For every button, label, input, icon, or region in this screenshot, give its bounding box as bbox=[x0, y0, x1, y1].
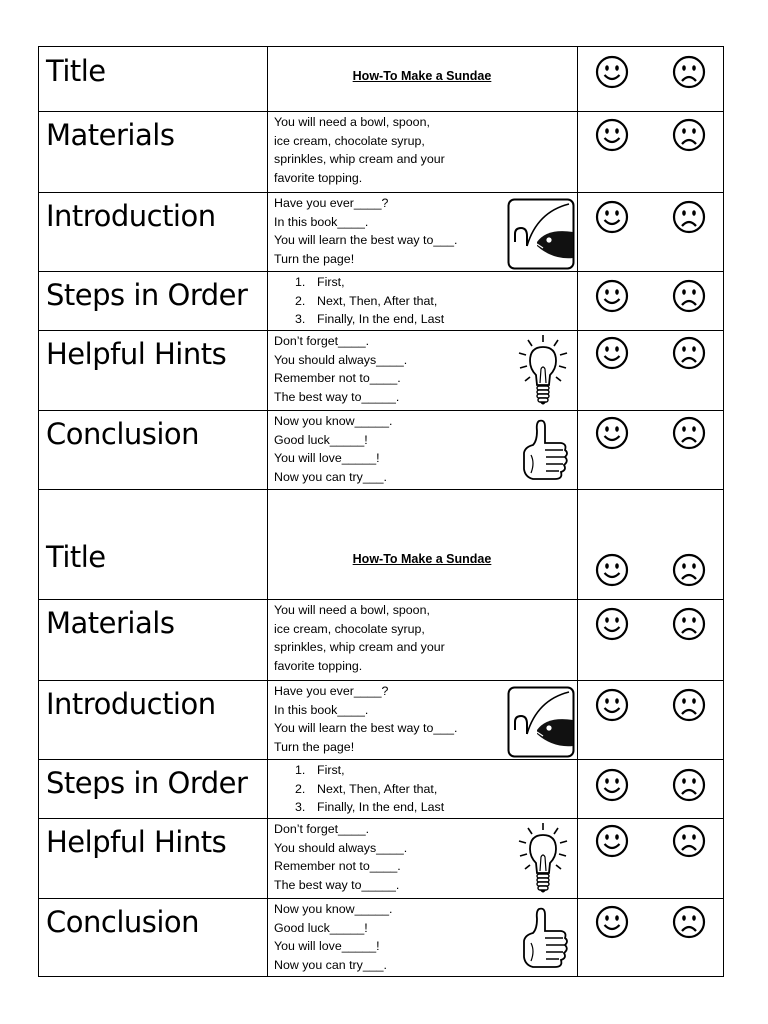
introduction-text bbox=[274, 194, 457, 269]
list-item bbox=[295, 780, 444, 799]
light-bulb-icon bbox=[515, 821, 571, 897]
text-line: You will need a bowl, spoon, bbox=[274, 115, 430, 129]
text-line: Remember not to____. bbox=[274, 859, 401, 874]
row-title bbox=[39, 47, 723, 112]
text-line: ice cream, chocolate syrup, bbox=[274, 621, 425, 636]
text-line: You will love_____! bbox=[274, 451, 380, 466]
text-line: Now you can try___. bbox=[274, 958, 387, 973]
step-text: First, bbox=[317, 763, 345, 777]
row-helpful-hints bbox=[39, 819, 723, 899]
step-number: 2. bbox=[295, 293, 306, 308]
text-line: Now you know_____. bbox=[274, 902, 393, 916]
step-text: Finally, In the end, Last bbox=[317, 312, 445, 327]
frowning-face-icon[interactable] bbox=[672, 607, 706, 641]
steps-list bbox=[295, 273, 444, 329]
fishing-hook-icon bbox=[507, 686, 575, 758]
row-introduction bbox=[39, 193, 723, 272]
text-line: You will learn the best way to___. bbox=[274, 233, 458, 248]
row-materials bbox=[39, 600, 723, 681]
worksheet-title: How-To Make a Sundae bbox=[352, 69, 492, 83]
text-line: In this book____. bbox=[274, 702, 369, 717]
text-line: Now you know_____. bbox=[274, 414, 393, 428]
step-text: Next, Then, After that, bbox=[317, 293, 438, 308]
row-steps-in-order bbox=[39, 272, 723, 331]
frowning-face-icon[interactable] bbox=[672, 279, 706, 313]
column-divider bbox=[267, 47, 268, 976]
row-label: Title bbox=[46, 54, 106, 88]
smiley-face-icon[interactable] bbox=[595, 200, 629, 234]
text-line: Turn the page! bbox=[274, 252, 355, 267]
text-line: You will need a bowl, spoon, bbox=[274, 603, 430, 617]
text-line: Good luck_____! bbox=[274, 432, 368, 447]
list-item bbox=[295, 273, 444, 292]
row-label: Helpful Hints bbox=[46, 825, 227, 859]
smiley-face-icon[interactable] bbox=[595, 824, 629, 858]
text-line: Have you ever____? bbox=[274, 684, 389, 698]
step-text: Next, Then, After that, bbox=[317, 781, 438, 796]
row-label: Steps in Order bbox=[46, 766, 248, 800]
text-line: The best way to_____. bbox=[274, 878, 400, 893]
list-item bbox=[295, 761, 444, 780]
text-line: The best way to_____. bbox=[274, 390, 400, 405]
step-text: First, bbox=[317, 275, 345, 289]
text-line: favorite topping. bbox=[274, 171, 363, 186]
smiley-face-icon[interactable] bbox=[595, 905, 629, 939]
text-line: Remember not to____. bbox=[274, 371, 401, 386]
row-label: Title bbox=[46, 540, 106, 574]
smiley-face-icon[interactable] bbox=[595, 553, 629, 587]
steps-list bbox=[295, 761, 444, 817]
text-line: Good luck_____! bbox=[274, 920, 368, 935]
row-label: Conclusion bbox=[46, 905, 200, 939]
smiley-face-icon[interactable] bbox=[595, 336, 629, 370]
text-line: sprinkles, whip cream and your bbox=[274, 640, 445, 655]
text-line: favorite topping. bbox=[274, 659, 363, 674]
frowning-face-icon[interactable] bbox=[672, 768, 706, 802]
text-line: In this book____. bbox=[274, 214, 369, 229]
hints-text bbox=[274, 820, 407, 895]
materials-text bbox=[274, 113, 445, 188]
list-item bbox=[295, 292, 444, 311]
text-line: You should always____. bbox=[274, 840, 408, 855]
thumbs-up-icon bbox=[519, 905, 571, 975]
row-label: Materials bbox=[46, 118, 175, 152]
row-materials bbox=[39, 112, 723, 193]
text-line: Now you can try___. bbox=[274, 470, 387, 485]
smiley-face-icon[interactable] bbox=[595, 279, 629, 313]
frowning-face-icon[interactable] bbox=[672, 688, 706, 722]
text-line: Don’t forget____. bbox=[274, 822, 370, 836]
row-label: Introduction bbox=[46, 687, 216, 721]
frowning-face-icon[interactable] bbox=[672, 416, 706, 450]
worksheet-table bbox=[38, 46, 724, 977]
row-title bbox=[39, 490, 723, 600]
row-label: Steps in Order bbox=[46, 278, 248, 312]
smiley-face-icon[interactable] bbox=[595, 55, 629, 89]
frowning-face-icon[interactable] bbox=[672, 55, 706, 89]
step-number: 3. bbox=[295, 312, 306, 327]
smiley-face-icon[interactable] bbox=[595, 416, 629, 450]
smiley-face-icon[interactable] bbox=[595, 118, 629, 152]
text-line: Turn the page! bbox=[274, 740, 355, 755]
frowning-face-icon[interactable] bbox=[672, 200, 706, 234]
frowning-face-icon[interactable] bbox=[672, 905, 706, 939]
smiley-face-icon[interactable] bbox=[595, 607, 629, 641]
row-introduction bbox=[39, 681, 723, 760]
row-conclusion bbox=[39, 411, 723, 490]
list-item bbox=[295, 798, 444, 817]
smiley-face-icon[interactable] bbox=[595, 768, 629, 802]
text-line: Don’t forget____. bbox=[274, 334, 370, 348]
conclusion-text bbox=[274, 900, 392, 975]
step-number: 1. bbox=[295, 763, 306, 777]
introduction-text bbox=[274, 682, 457, 757]
frowning-face-icon[interactable] bbox=[672, 118, 706, 152]
materials-text bbox=[274, 601, 445, 676]
step-text: Finally, In the end, Last bbox=[317, 800, 445, 815]
frowning-face-icon[interactable] bbox=[672, 336, 706, 370]
fishing-hook-icon bbox=[507, 198, 575, 270]
row-steps-in-order bbox=[39, 760, 723, 819]
text-line: Have you ever____? bbox=[274, 196, 389, 210]
row-label: Helpful Hints bbox=[46, 337, 227, 371]
conclusion-text bbox=[274, 412, 392, 487]
hints-text bbox=[274, 332, 407, 407]
step-number: 2. bbox=[295, 781, 306, 796]
row-label: Conclusion bbox=[46, 417, 200, 451]
worksheet-title: How-To Make a Sundae bbox=[352, 552, 492, 566]
text-line: sprinkles, whip cream and your bbox=[274, 152, 445, 167]
step-number: 3. bbox=[295, 800, 306, 815]
column-divider bbox=[577, 47, 578, 976]
frowning-face-icon[interactable] bbox=[672, 824, 706, 858]
frowning-face-icon[interactable] bbox=[672, 553, 706, 587]
text-line: You will learn the best way to___. bbox=[274, 721, 458, 736]
step-number: 1. bbox=[295, 275, 306, 289]
row-label: Materials bbox=[46, 606, 175, 640]
text-line: You should always____. bbox=[274, 352, 408, 367]
row-label: Introduction bbox=[46, 199, 216, 233]
row-helpful-hints bbox=[39, 331, 723, 411]
text-line: You will love_____! bbox=[274, 939, 380, 954]
smiley-face-icon[interactable] bbox=[595, 688, 629, 722]
row-conclusion bbox=[39, 899, 723, 978]
light-bulb-icon bbox=[515, 333, 571, 409]
list-item bbox=[295, 310, 444, 329]
text-line: ice cream, chocolate syrup, bbox=[274, 133, 425, 148]
thumbs-up-icon bbox=[519, 417, 571, 487]
